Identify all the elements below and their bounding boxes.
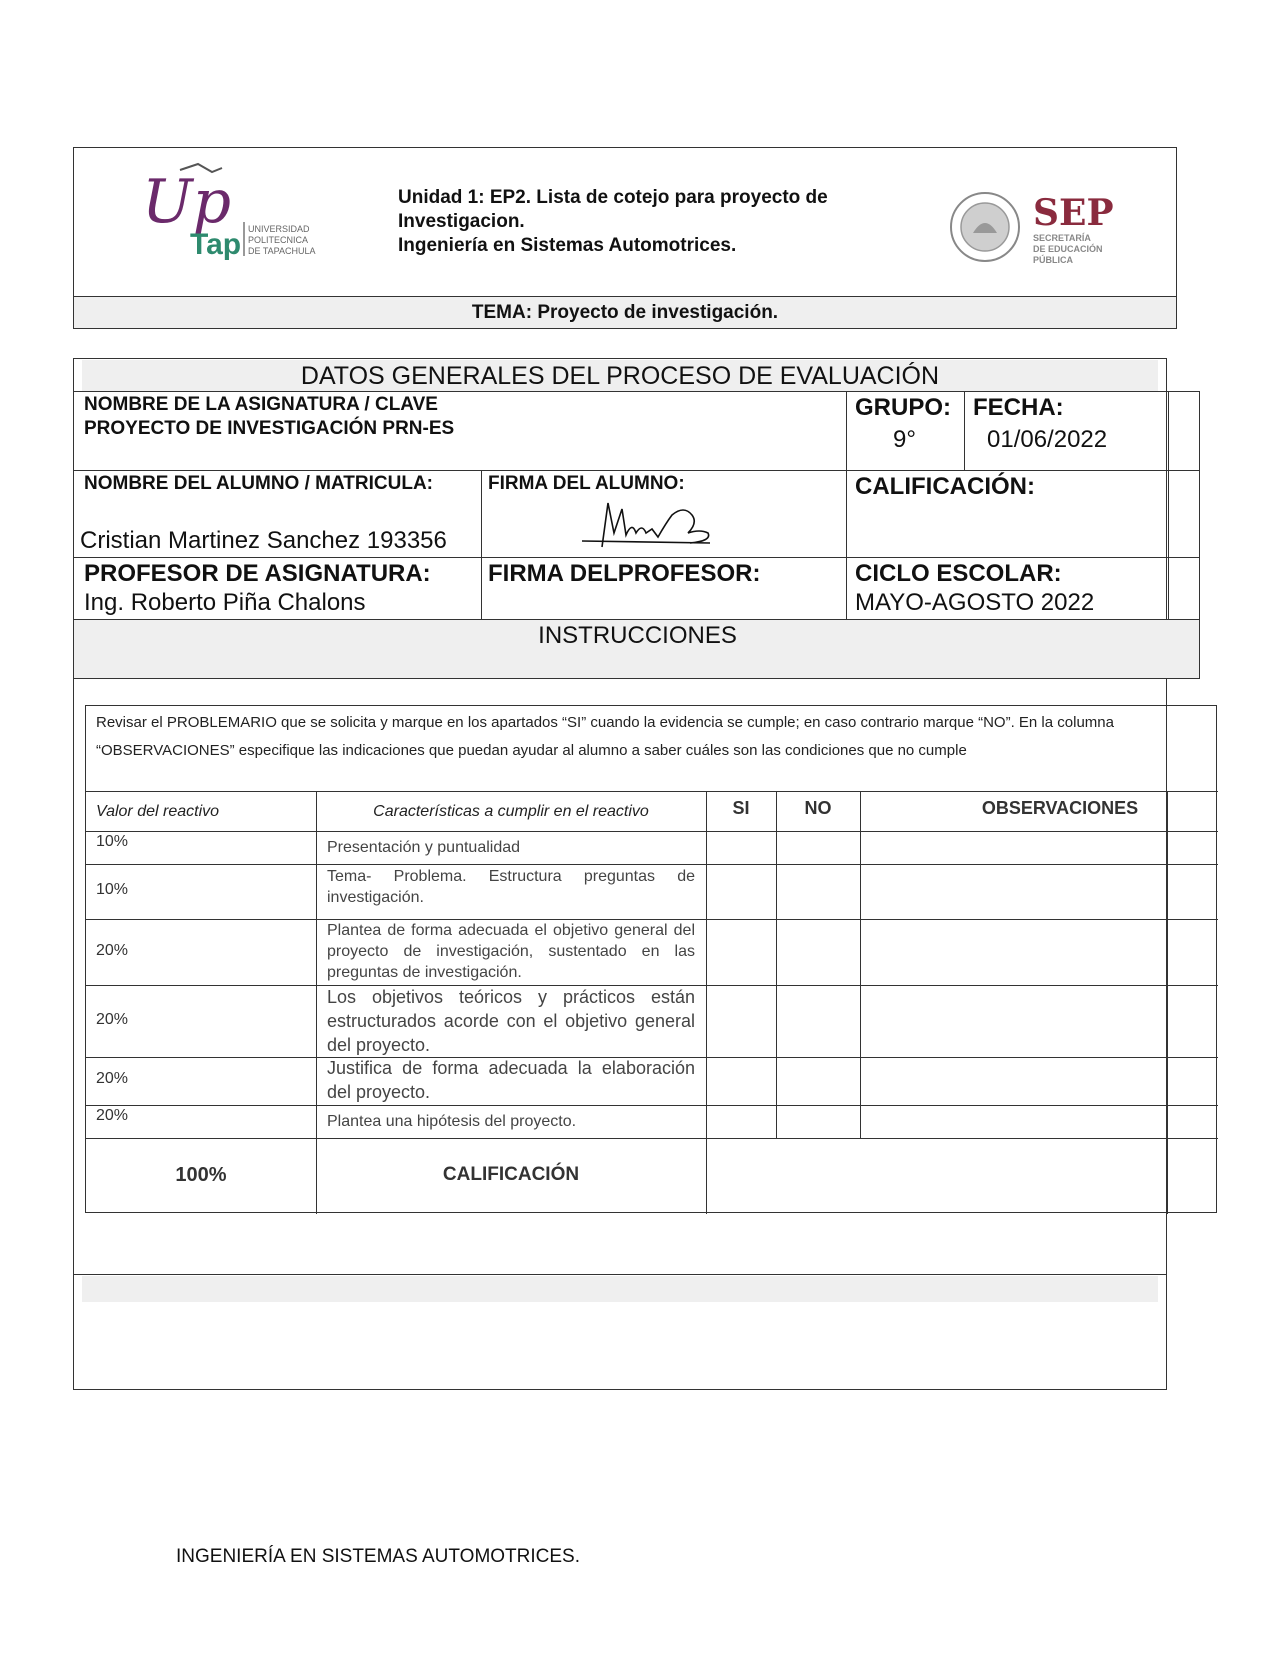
title-line-1: Unidad 1: EP2. Lista de cotejo para proyecto de	[398, 187, 828, 208]
row4-criterio: Los objetivos teóricos y prácticos están estructurados acorde con el objetivo general del proyecto.	[327, 987, 695, 1055]
row1-extra-cell	[1168, 391, 1200, 471]
student-signature	[580, 493, 720, 555]
row2-extra-cell	[1168, 470, 1200, 558]
header-valor: Valor del reactivo	[96, 803, 220, 820]
asignatura-cell	[73, 391, 847, 471]
sep-logo-line2: DE EDUCACIÓN	[1033, 244, 1103, 254]
grupo-label: GRUPO:	[855, 394, 951, 421]
uptap-logo-tap: Tap	[190, 228, 242, 261]
calificacion-label: CALIFICACIÓN:	[855, 473, 1035, 500]
profesor-value: Ing. Roberto Piña Chalons	[84, 589, 366, 616]
profesor-cell	[73, 557, 482, 620]
total-calificacion-label: CALIFICACIÓN	[442, 1164, 580, 1185]
row3-criterio: Plantea de forma adecuada el objetivo general del proyecto de investigación, sustentado en las preguntas de investigación.	[327, 922, 695, 981]
header-observaciones: OBSERVACIONES	[981, 798, 1139, 818]
asignatura-value: PROYECTO DE INVESTIGACIÓN PRN-ES	[84, 418, 455, 439]
alumno-cell	[73, 470, 482, 558]
alumno-value: Cristian Martinez Sanchez 193356	[80, 527, 447, 554]
grupo-cell	[846, 391, 965, 471]
checklist-instructions-line2: “OBSERVACIONES” especifique las indicaciones que puedan ayudar al alumno a saber cuáles son las condiciones que no cumple	[96, 742, 967, 759]
row5-criterio: Justifica de forma adecuada la elaboración del proyecto.	[327, 1058, 695, 1102]
asignatura-label: NOMBRE DE LA ASIGNATURA / CLAVE	[84, 394, 438, 415]
ciclo-value: MAYO-AGOSTO 2022	[855, 589, 1095, 616]
instrucciones-bar	[73, 619, 1200, 679]
ciclo-cell	[846, 557, 1169, 620]
row1-criterio: Presentación y puntualidad	[327, 839, 521, 856]
alumno-label: NOMBRE DEL ALUMNO / MATRICULA:	[84, 473, 434, 494]
firma-alumno-label: FIRMA DEL ALUMNO:	[488, 473, 685, 494]
firma-profesor-label: FIRMA DELPROFESOR:	[488, 560, 761, 587]
uptap-logo	[140, 160, 320, 275]
header-si: SI	[732, 798, 750, 818]
total-valor: 100%	[175, 1164, 227, 1186]
row6-valor: 20%	[96, 1107, 129, 1124]
uptap-logo-graphic	[140, 160, 320, 275]
page-footer: INGENIERÍA EN SISTEMAS AUTOMOTRICES.	[176, 1546, 581, 1567]
title-line-3: Ingeniería en Sistemas Automotrices.	[398, 235, 737, 256]
row1-valor: 10%	[96, 833, 129, 850]
checklist-table	[85, 705, 1217, 1213]
uptap-logo-up: Up	[142, 167, 231, 237]
checklist-instructions-line1: Revisar el PROBLEMARIO que se solicita y marque en los apartados “SI” cuando la evidencia se cumple; en caso contrario marque “NO”. En la columna	[96, 714, 1114, 731]
profesor-label: PROFESOR DE ASIGNATURA:	[84, 560, 431, 587]
row3-extra-cell	[1168, 557, 1200, 620]
row2-valor: 10%	[96, 881, 129, 898]
title-line-2: Investigacion.	[398, 211, 525, 232]
header-no: NO	[804, 798, 832, 818]
row4-valor: 20%	[96, 1011, 129, 1028]
firma-profesor-cell	[481, 557, 847, 620]
firma-alumno-cell	[481, 470, 847, 558]
header-caracteristicas: Características a cumplir en el reactivo	[373, 803, 649, 820]
sep-logo-line3: PÚBLICA	[1033, 255, 1073, 265]
fecha-label: FECHA:	[973, 394, 1064, 421]
row3-valor: 20%	[96, 942, 129, 959]
sep-logo-graphic	[945, 185, 1125, 270]
datos-generales-title: DATOS GENERALES DEL PROCESO DE EVALUACIÓN	[82, 360, 1158, 392]
row5-valor: 20%	[96, 1070, 129, 1087]
row2-criterio: Tema- Problema. Estructura preguntas de investigación.	[327, 868, 695, 906]
uptap-logo-line3: DE TAPACHULA	[248, 246, 316, 256]
ciclo-label: CICLO ESCOLAR:	[855, 560, 1062, 587]
fecha-cell	[964, 391, 1169, 471]
sep-logo	[945, 185, 1125, 270]
sep-logo-line1: SECRETARÍA	[1033, 233, 1091, 243]
calificacion-cell	[846, 470, 1169, 558]
tema-bar: TEMA: Proyecto de investigación.	[73, 296, 1177, 329]
row6-criterio: Plantea una hipótesis del proyecto.	[327, 1113, 577, 1130]
uptap-logo-line2: POLITECNICA	[248, 235, 309, 245]
document-title	[398, 186, 898, 258]
grupo-value: 9°	[893, 426, 916, 453]
instrucciones-label: INSTRUCCIONES	[538, 622, 737, 649]
uptap-logo-line1: UNIVERSIDAD	[248, 224, 310, 234]
sep-logo-brand: SEP	[1033, 192, 1114, 234]
fecha-value: 01/06/2022	[987, 426, 1108, 453]
bottom-gray-bar	[82, 1276, 1158, 1302]
